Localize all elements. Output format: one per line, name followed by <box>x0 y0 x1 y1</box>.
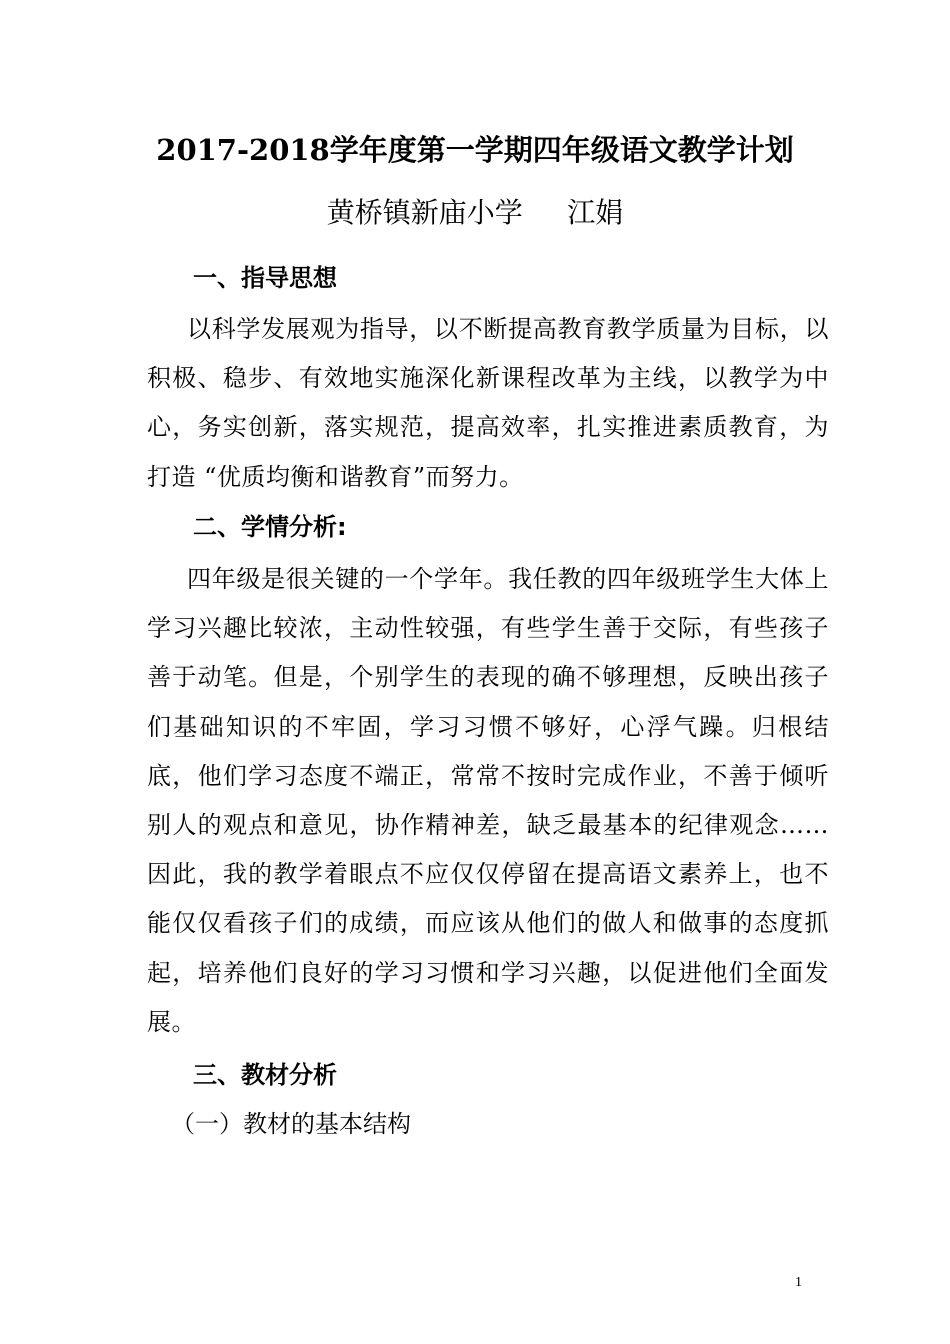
section-paragraph-student-analysis: 四年级是很关键的一个学年。我任教的四年级班学生大体上学习兴趣比较浓，主动性较强，有些学生善于交际，有些孩子善于动笔。但是，个别学生的表现的确不够理想，反映出孩子们基础知识的不牢固，学习习惯不够好，心浮气躁。归根结底，他们学习态度不端正，常常不按时完成作业，不善于倾听别人的观点和意见，协作精神差，缺乏最基本的纪律观念……因此，我的教学着眼点不应仅仅停留在提高语文素养上，也不能仅仅看孩子们的成绩，而应该从他们的做人和做事的态度抓起，培养他们良好的学习习惯和学习兴趣，以促进他们全面发展。 <box>147 565 829 1036</box>
section-heading-textbook-analysis: 三、教材分析 <box>193 1061 337 1089</box>
author-line: 黄桥镇新庙小学 江娟 <box>326 196 624 229</box>
section-heading-student-analysis: 二、学情分析: <box>193 513 347 541</box>
section-paragraph-guiding-ideology: 以科学发展观为指导，以不断提高教育教学质量为目标，以积极、稳步、有效地实施深化新课程改革为主线，以教学为中心，务实创新，落实规范，提高效率，扎实推进素质教育，为打造 “优质均衡和谐教育”而努力。 <box>147 315 829 491</box>
section-heading-guiding-ideology: 一、指导思想 <box>193 264 337 292</box>
page-number: 1 <box>795 1275 802 1290</box>
page-title: 2017-2018学年度第一学期四年级语文教学计划 <box>156 133 794 167</box>
subsection-heading-textbook-structure: （一）教材的基本结构 <box>171 1110 411 1138</box>
